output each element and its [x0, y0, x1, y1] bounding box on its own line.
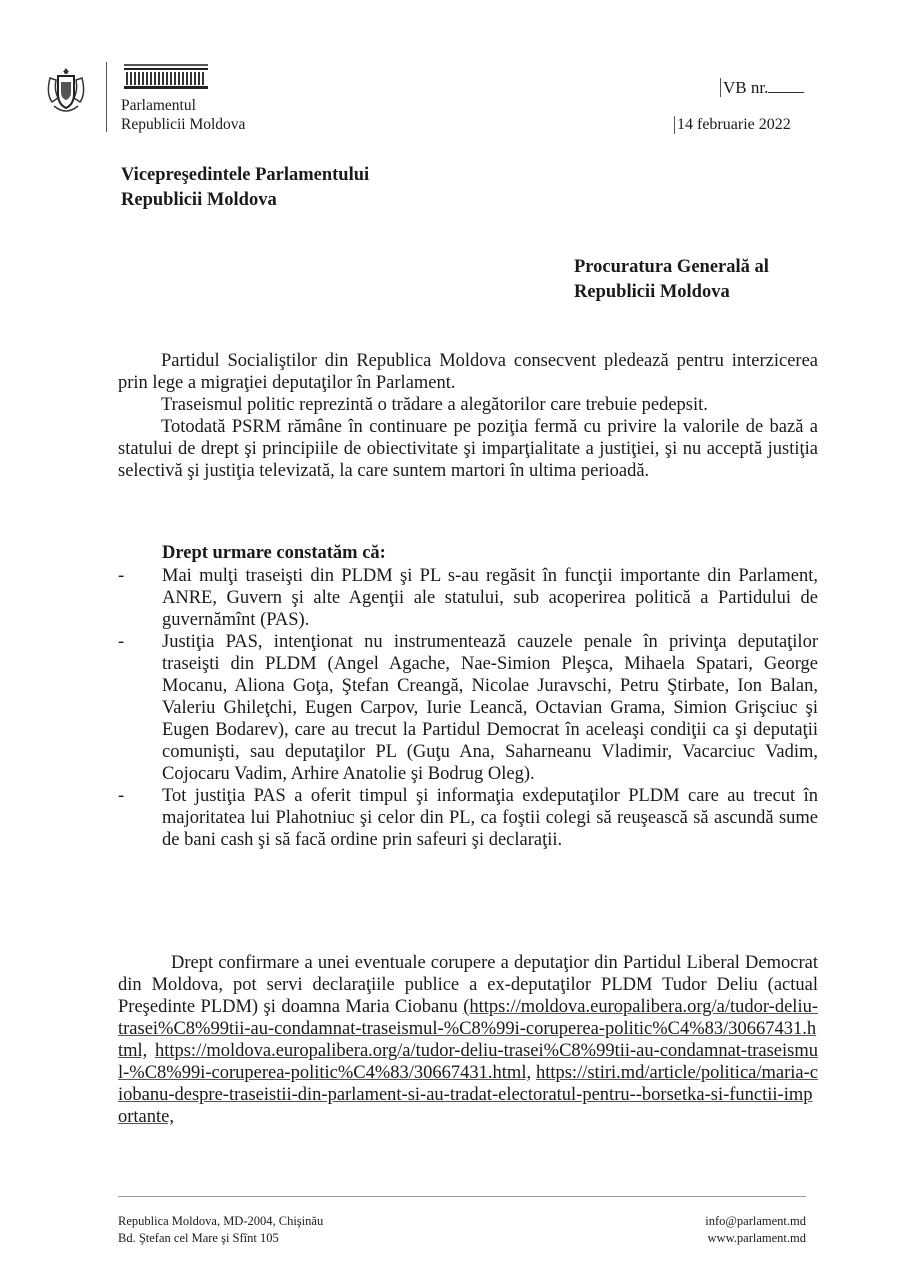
list-item: - Tot justiţia PAS a oferit timpul şi informaţia exdeputaţilor PLDM care au trecut în majoritatea lui Plahotniuc şi celor din PL, ca foştii colegi să reuşească să ascundă sume de bani cash şi să facă ordine prin safeuri şi declaraţii.: [118, 785, 818, 851]
footer-contacts: [682, 1213, 806, 1247]
recipient-block: [574, 255, 769, 305]
footer-address: [118, 1213, 323, 1247]
recipient-line1: Procuratura Generală al: [574, 257, 769, 277]
address-line2: Bd. Ştefan cel Mare şi Sfînt 105: [118, 1231, 279, 1245]
reference-number: [720, 78, 804, 98]
confirmation-text: Drept confirmare a unei eventuale corupere a deputaţior din Partidul Liberal Democrat din Moldova, pot servi declaraţiile publice a ex-deputaţilor PLDM Tudor Deliu (actual Preşedinte PLDM) şi doamna Maria Ciobanu: [118, 953, 818, 1017]
source-link-1[interactable]: (https://moldova.europalibera.org/a/tudor-deliu-trasei%C8%99tii-au-condamnat-traseismul-%C8%99i-coruperea-politic%C4%83/30667431.html,: [118, 997, 818, 1061]
document-date: 14 februarie 2022: [674, 116, 791, 134]
list-item: - Mai mulţi traseişti din PLDM şi PL s-au regăsit în funcţii importante din Parlament, ANRE, Guvern şi alte Agenţii ale statului, sub acoperirea politică a Partidului de guvernămînt (PAS).: [118, 565, 818, 631]
source-link-3[interactable]: https://stiri.md/article/politica/maria-ciobanu-despre-traseistii-din-parlament-si-au-tradat-electoratul-pentru--borsetka-si-functii-importante,: [118, 1063, 818, 1127]
findings-heading: Drept urmare constatăm că:: [162, 543, 386, 563]
list-item: - Justiţia PAS, intenţionat nu instrumentează cauzele penale în privinţa deputaţilor traseişti din PLDM (Angel Agache, Nae-Simion Pleşca, Mihaela Spatari, George Mocanu, Aliona Goţa, Ştefan Creangă, Nicolae Juravschi, Petru Ştirbate, Ion Balan, Valeriu Ghileţchi, Eugen Carpov, Iurie Leancă, Octavian Grama, Simion Grişciuc şi Eugen Bodarev), care au trecut la Partidul Democrat în aceleaşi condiţii ca şi deputaţii comunişti, sau deputaţilor PL (Guţu Ana, Saharneanu Vladimir, Vacarciuc Vadim, Cojocaru Vadim, Arhire Anatolie şi Bodrug Oleg).: [118, 631, 818, 785]
parliament-building-icon: [124, 64, 208, 90]
source-link-2[interactable]: https://moldova.europalibera.org/a/tudor-deliu-trasei%C8%99tii-au-condamnat-traseismul-%C8%99i-coruperea-politic%C4%83/30667431.html,: [118, 1041, 818, 1083]
intro-section: [118, 350, 818, 482]
sender-line2: Republicii Moldova: [121, 190, 277, 210]
ref-label: nr.: [750, 78, 769, 97]
sender-line1: Vicepreşedintele Parlamentului: [121, 165, 370, 185]
org-line2: Republicii Moldova: [121, 116, 246, 133]
recipient-line2: Republicii Moldova: [574, 282, 730, 302]
footer-website[interactable]: www.parlament.md: [707, 1231, 806, 1245]
findings-list: [118, 565, 818, 851]
coat-of-arms-icon: [42, 64, 90, 120]
intro-paragraph: Totodată PSRM rămâne în continuare pe poziţia fermă cu privire la valorile de bază a statului de drept şi principiile de obiectivitate şi imparţialitate a justiţiei, şi nu acceptă justiţia selectivă şi justiţia televizată, la care suntem martori în ultima perioadă.: [118, 417, 818, 481]
intro-paragraph: Partidul Socialiştilor din Republica Moldova consecvent pledează pentru interzicerea prin lege a migraţiei deputaţilor în Parlament.: [118, 351, 818, 393]
ref-blank: [768, 78, 804, 93]
footer-email[interactable]: info@parlament.md: [705, 1214, 806, 1228]
header-divider: [106, 62, 107, 132]
intro-paragraph: Traseismul politic reprezintă o trădare a alegătorilor care trebuie pedepsit.: [161, 395, 708, 415]
footer-divider: [118, 1196, 806, 1197]
organization-name: [121, 96, 245, 134]
ref-prefix: VB: [720, 78, 747, 97]
org-line1: Parlamentul: [121, 97, 196, 114]
sender-block: [121, 163, 369, 213]
confirmation-section: [118, 952, 818, 1128]
address-line1: Republica Moldova, MD-2004, Chişinău: [118, 1214, 324, 1228]
